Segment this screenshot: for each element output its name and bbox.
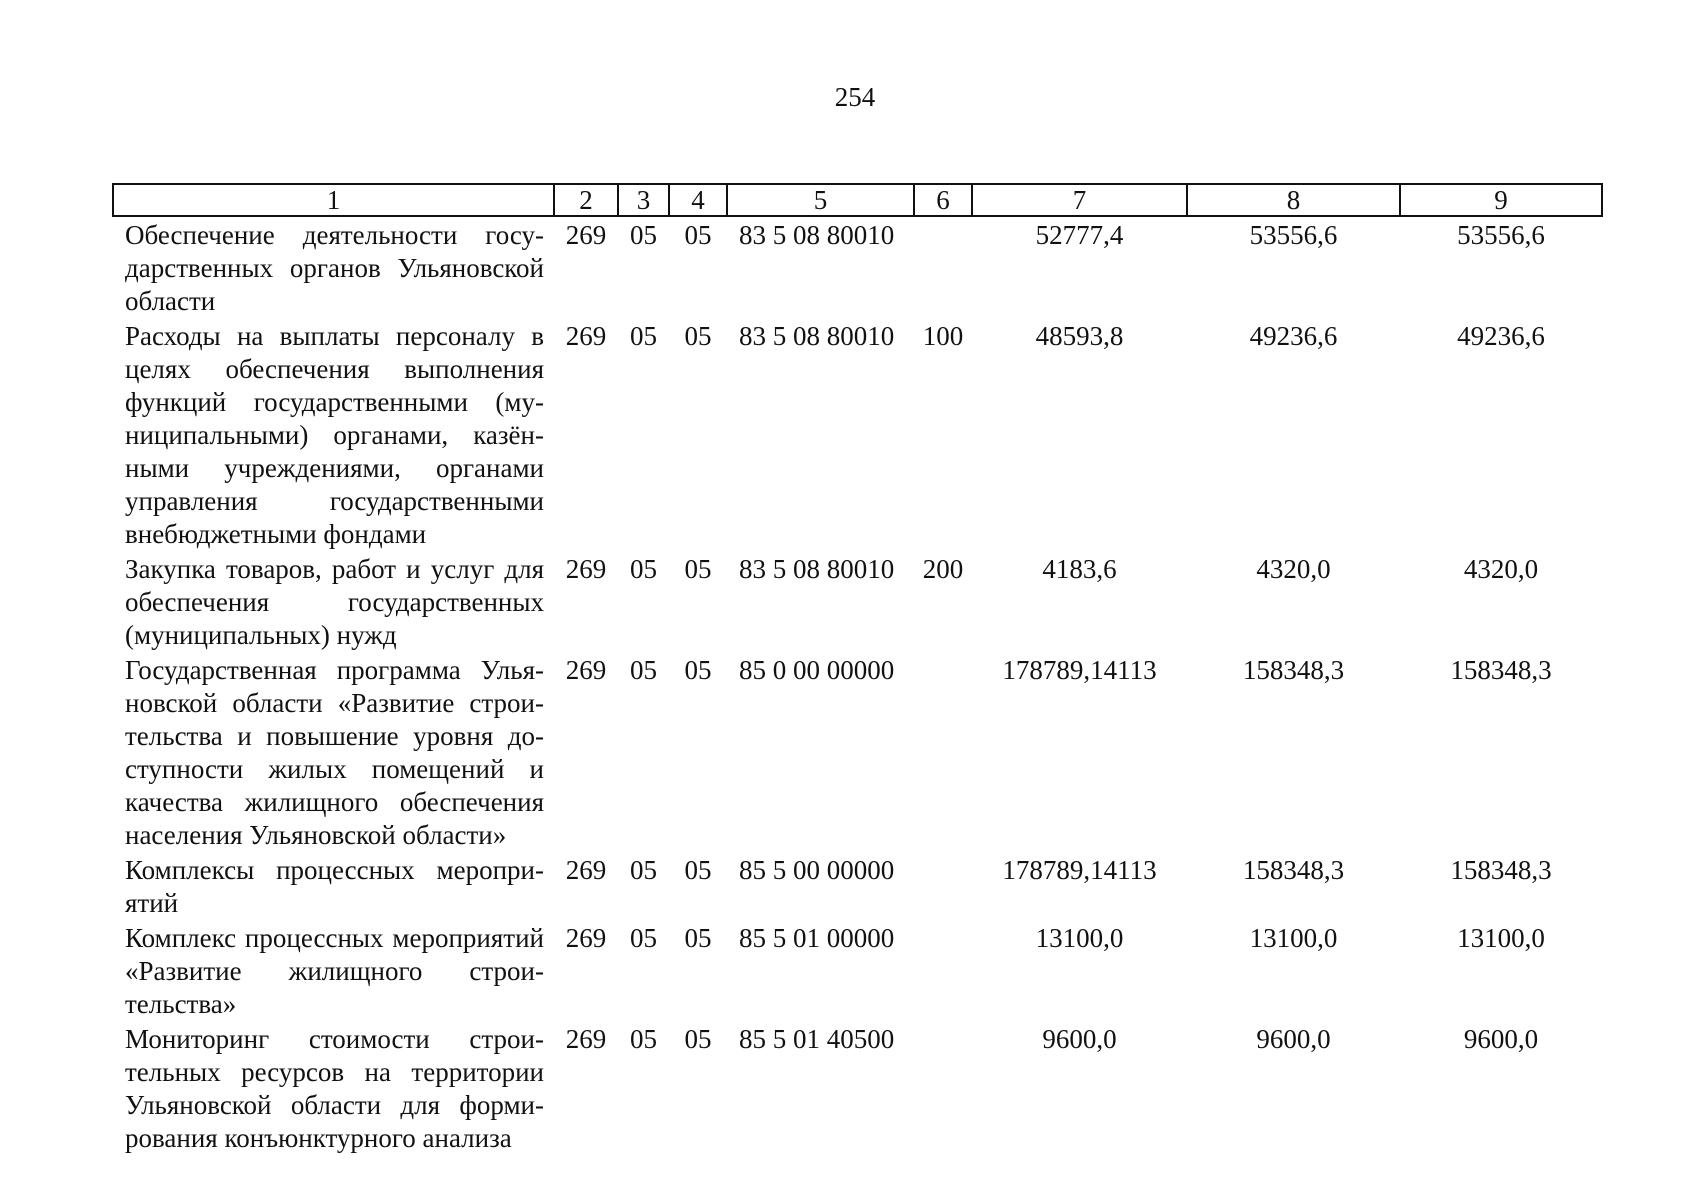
ministry-code: 269 (565, 1024, 607, 1054)
amount-col-9: 9600,0 (1463, 1024, 1539, 1054)
amount-col-8: 53556,6 (1249, 220, 1338, 250)
amount-col-9: 4320,0 (1463, 554, 1539, 584)
ministry-code: 269 (565, 321, 607, 351)
section-code: 05 (630, 923, 657, 953)
target-article-code: 85 5 00 00000 (739, 855, 895, 885)
ministry-code: 269 (565, 554, 607, 584)
row-name: Мониторинг стоимости строительных ресурсов на территории Ульяновской области для формирования конъюнктурного анализа (125, 1024, 544, 1153)
amount-col-8: 13100,0 (1249, 923, 1338, 953)
column-header: 6 (914, 184, 972, 216)
amount-col-8: 9600,0 (1256, 1024, 1331, 1054)
table-row (113, 551, 1602, 652)
table-row (113, 920, 1602, 1021)
row-name: Закупка товаров, работ и услуг для обеспечения государственных (муниципальных) нужд (125, 554, 544, 650)
ministry-code: 269 (565, 855, 607, 885)
column-header: 3 (618, 184, 669, 216)
column-header: 8 (1187, 184, 1400, 216)
section-code: 05 (630, 855, 657, 885)
table-row (113, 652, 1602, 852)
column-header: 5 (727, 184, 914, 216)
amount-col-9: 13100,0 (1457, 923, 1545, 953)
expense-type-code (914, 852, 972, 920)
row-name: Обеспечение деятельности государственных органов Ульяновской области (125, 220, 544, 316)
amount-col-9: 53556,6 (1457, 220, 1545, 250)
amount-col-7: 48593,8 (1035, 321, 1124, 351)
table-row (113, 216, 1602, 318)
column-header: 9 (1400, 184, 1602, 216)
page-number: 254 (834, 82, 876, 112)
amount-col-8: 4320,0 (1256, 554, 1331, 584)
subsection-code: 05 (684, 220, 712, 250)
section-code: 05 (630, 554, 657, 584)
column-header: 2 (554, 184, 618, 216)
row-name: Комплекс процессных мероприятий «Развитие жилищного строительства» (125, 923, 544, 1019)
section-code: 05 (630, 220, 657, 250)
row-name: Комплексы процессных мероприятий (125, 855, 544, 918)
ministry-code: 269 (565, 220, 607, 250)
table-header-row (113, 184, 1602, 216)
subsection-code: 05 (684, 554, 712, 584)
section-code: 05 (630, 1024, 657, 1054)
subsection-code: 05 (684, 321, 712, 351)
amount-col-7: 9600,0 (1042, 1024, 1117, 1054)
budget-table (112, 183, 1603, 1155)
expense-type-code (914, 652, 972, 852)
row-name: Государственная программа Ульяновской области «Развитие строительства и повышение уровня доступности жилых помещений и качества жилищного обеспечения населения Ульяновской области» (125, 655, 544, 850)
amount-col-8: 158348,3 (1242, 855, 1345, 885)
amount-col-7: 178789,14113 (1002, 655, 1157, 685)
subsection-code: 05 (684, 1024, 712, 1054)
expense-type-code (914, 216, 972, 318)
column-header: 4 (669, 184, 727, 216)
amount-col-8: 158348,3 (1242, 655, 1345, 685)
amount-col-7: 52777,4 (1035, 220, 1124, 250)
subsection-code: 05 (684, 855, 712, 885)
ministry-code: 269 (565, 655, 607, 685)
column-header: 7 (972, 184, 1187, 216)
target-article-code: 85 0 00 00000 (739, 655, 895, 685)
table-row (113, 852, 1602, 920)
amount-col-7: 13100,0 (1035, 923, 1124, 953)
table-row (113, 318, 1602, 551)
amount-col-7: 4183,6 (1042, 554, 1117, 584)
amount-col-9: 158348,3 (1450, 655, 1552, 685)
target-article-code: 83 5 08 80010 (739, 321, 895, 351)
table-row (113, 1021, 1602, 1155)
amount-col-8: 49236,6 (1249, 321, 1338, 351)
amount-col-9: 49236,6 (1457, 321, 1545, 351)
row-name: Расходы на выплаты персоналу в целях обеспечения выполнения функций государственными (муниципальными) органами, казёнными учреждениями, органами управления государственными внебюджетными фондами (125, 321, 544, 549)
target-article-code: 83 5 08 80010 (739, 220, 895, 250)
expense-type-code (914, 1021, 972, 1155)
target-article-code: 83 5 08 80010 (739, 554, 895, 584)
target-article-code: 85 5 01 00000 (739, 923, 895, 953)
subsection-code: 05 (684, 655, 712, 685)
amount-col-9: 158348,3 (1450, 855, 1552, 885)
column-header: 1 (113, 184, 554, 216)
section-code: 05 (630, 321, 657, 351)
target-article-code: 85 5 01 40500 (739, 1024, 895, 1054)
ministry-code: 269 (565, 923, 607, 953)
section-code: 05 (630, 655, 657, 685)
amount-col-7: 178789,14113 (1002, 855, 1157, 885)
expense-type-code: 100 (922, 321, 964, 351)
subsection-code: 05 (684, 923, 712, 953)
expense-type-code (914, 920, 972, 1021)
expense-type-code: 200 (922, 554, 964, 584)
